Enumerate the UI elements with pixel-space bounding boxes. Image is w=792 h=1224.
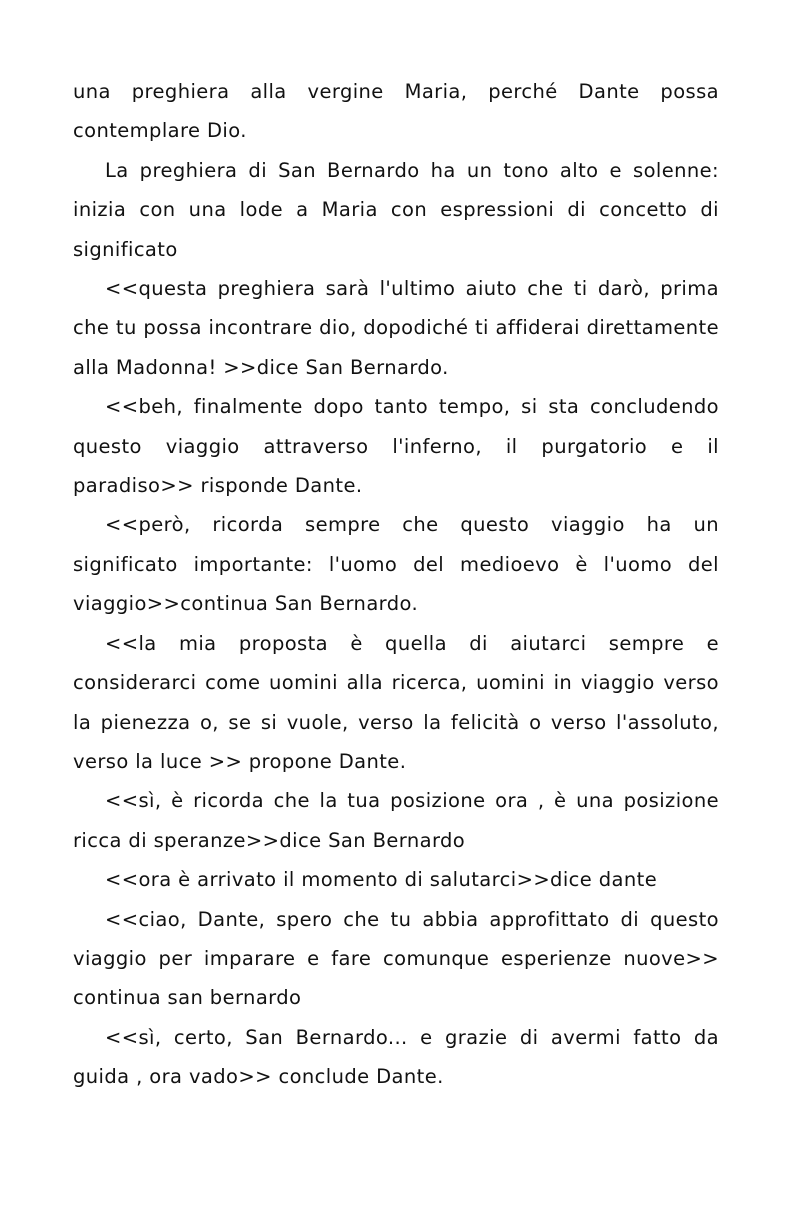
paragraph-dialogue: <<ora è arrivato il momento di salutarci>>dice dante: [105, 868, 658, 892]
paragraph-dialogue: <<però, ricorda sempre che questo viaggio ha un significato importante: l'uomo del medioevo è l'uomo del viaggio>>continua San Bernardo.: [73, 513, 719, 616]
paragraph-dialogue: <<questa preghiera sarà l'ultimo aiuto che ti darò, prima che tu possa incontrare dio, dopodiché ti affiderai direttamente alla Madonna! >>dice San Bernardo.: [73, 277, 719, 379]
page-body: [73, 72, 719, 1097]
paragraph-dialogue: <<ciao, Dante, spero che tu abbia approfittato di questo viaggio per imparare e fare comunque esperienze nuove>> continua san bernardo: [73, 907, 719, 1010]
paragraph-dialogue: <<sì, è ricorda che la tua posizione ora , è una posizione ricca di speranze>>dice San Bernardo: [73, 789, 719, 852]
paragraph-dialogue: <<la mia proposta è quella di aiutarci sempre e considerarci come uomini alla ricerca, uomini in viaggio verso la pienezza o, se si vuole, verso la felicità o verso l'assoluto, verso la luce >> propone Dante.: [73, 631, 719, 773]
paragraph-continuation: una preghiera alla vergine Maria, perché Dante possa contemplare Dio.: [73, 80, 719, 143]
paragraph-dialogue: <<beh, finalmente dopo tanto tempo, si sta concludendo questo viaggio attraverso l'inferno, il purgatorio e il paradiso>> risponde Dante.: [73, 395, 719, 498]
paragraph-prayer-description: La preghiera di San Bernardo ha un tono alto e solenne: inizia con una lode a Maria con espressioni di concetto di significato: [73, 158, 719, 261]
paragraph-dialogue: <<sì, certo, San Bernardo... e grazie di avermi fatto da guida , ora vado>> conclude Dante.: [73, 1025, 719, 1089]
